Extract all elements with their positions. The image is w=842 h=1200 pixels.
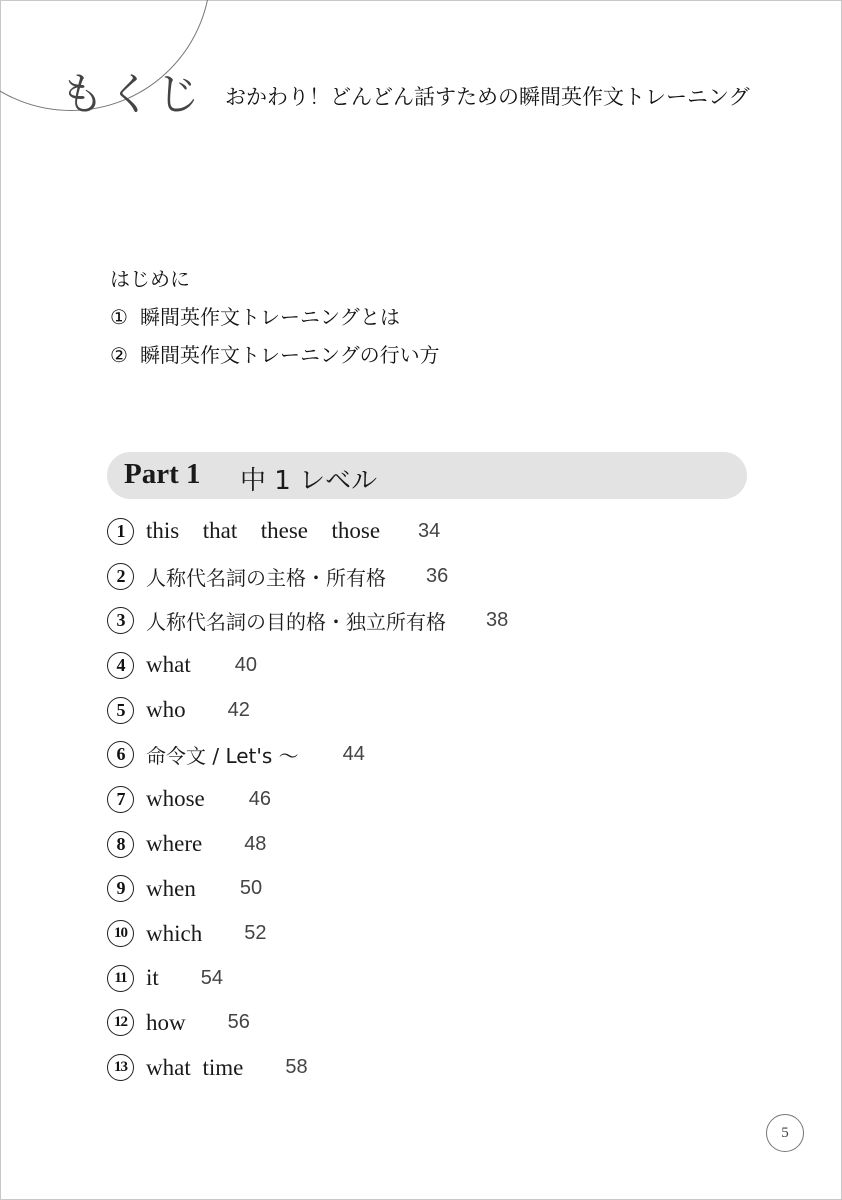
entry-number-badge: 6	[107, 741, 134, 768]
intro-item-label: はじめに	[110, 267, 190, 291]
page-number: 5	[766, 1114, 804, 1152]
toc-entry[interactable]	[107, 956, 508, 1001]
toc-entry[interactable]	[107, 1001, 508, 1046]
entry-number-badge: 12	[107, 1009, 134, 1036]
part-heading-bar	[107, 452, 747, 499]
toc-entry[interactable]	[107, 867, 508, 912]
entry-title: when	[146, 875, 196, 901]
entry-page-number: 46	[248, 787, 272, 810]
entry-number-badge: 11	[107, 965, 134, 992]
toc-entries	[107, 509, 508, 1090]
part-subtitle: 中 1 レベル	[240, 466, 378, 496]
entry-page-number: 34	[418, 519, 441, 542]
entry-title: it	[146, 965, 159, 991]
toc-entry[interactable]	[107, 732, 508, 777]
entry-number-badge: 5	[107, 697, 134, 724]
entry-page-number: 44	[342, 743, 365, 766]
entry-number-badge: 10	[107, 920, 134, 947]
toc-entry[interactable]	[107, 554, 508, 599]
entry-title: how	[146, 1009, 186, 1035]
toc-entry[interactable]	[107, 643, 508, 688]
toc-entry[interactable]	[107, 822, 508, 867]
entry-title: what time	[146, 1054, 244, 1080]
part-label: Part 1	[124, 458, 201, 490]
entry-title: whose	[146, 786, 205, 812]
entry-number-badge: 7	[107, 786, 134, 813]
entry-number-badge: 2	[107, 563, 134, 590]
entry-page-number: 48	[244, 832, 267, 855]
toc-entry[interactable]	[107, 598, 508, 643]
toc-entry[interactable]	[107, 777, 508, 822]
entry-number-badge: 9	[107, 875, 134, 902]
intro-item-label: 瞬間英作文トレーニングの行い方	[140, 343, 440, 367]
toc-entry[interactable]	[107, 911, 508, 956]
entry-number-badge: 8	[107, 831, 134, 858]
entry-page-number: 36	[426, 564, 449, 587]
intro-item-number: ①	[110, 305, 128, 329]
entry-page-number: 56	[227, 1011, 250, 1034]
toc-entry[interactable]	[107, 688, 508, 733]
intro-item[interactable]	[110, 340, 440, 378]
intro-item[interactable]	[110, 302, 440, 340]
entry-title: who	[146, 697, 186, 723]
entry-title: 人称代名詞の主格・所有格	[146, 565, 386, 590]
toc-title: もくじ	[60, 69, 204, 120]
entry-number-badge: 3	[107, 607, 134, 634]
entry-page-number: 40	[234, 653, 257, 676]
intro-list	[110, 264, 440, 378]
entry-title: what	[146, 652, 191, 678]
book-title: おかわり！どんどん話すための瞬間英作文トレーニング	[225, 85, 750, 109]
intro-item-number: ②	[110, 343, 128, 367]
intro-item[interactable]	[110, 264, 440, 302]
toc-entry[interactable]	[107, 509, 508, 554]
entry-page-number: 50	[239, 877, 263, 900]
entry-number-badge: 4	[107, 652, 134, 679]
toc-entry[interactable]	[107, 1045, 508, 1090]
entry-page-number: 54	[200, 966, 224, 989]
entry-page-number: 52	[244, 922, 267, 945]
entry-title: which	[146, 920, 203, 946]
entry-title: where	[146, 831, 203, 857]
entry-title: 人称代名詞の目的格・独立所有格	[146, 610, 446, 635]
entry-title: this that these those	[146, 518, 381, 544]
entry-title: 命令文 / Let's ～	[146, 744, 299, 769]
entry-page-number: 42	[227, 698, 250, 721]
entry-number-badge: 1	[107, 518, 134, 545]
intro-item-label: 瞬間英作文トレーニングとは	[140, 305, 400, 329]
entry-page-number: 38	[486, 609, 509, 632]
entry-number-badge: 13	[107, 1054, 134, 1081]
entry-page-number: 58	[285, 1056, 308, 1079]
